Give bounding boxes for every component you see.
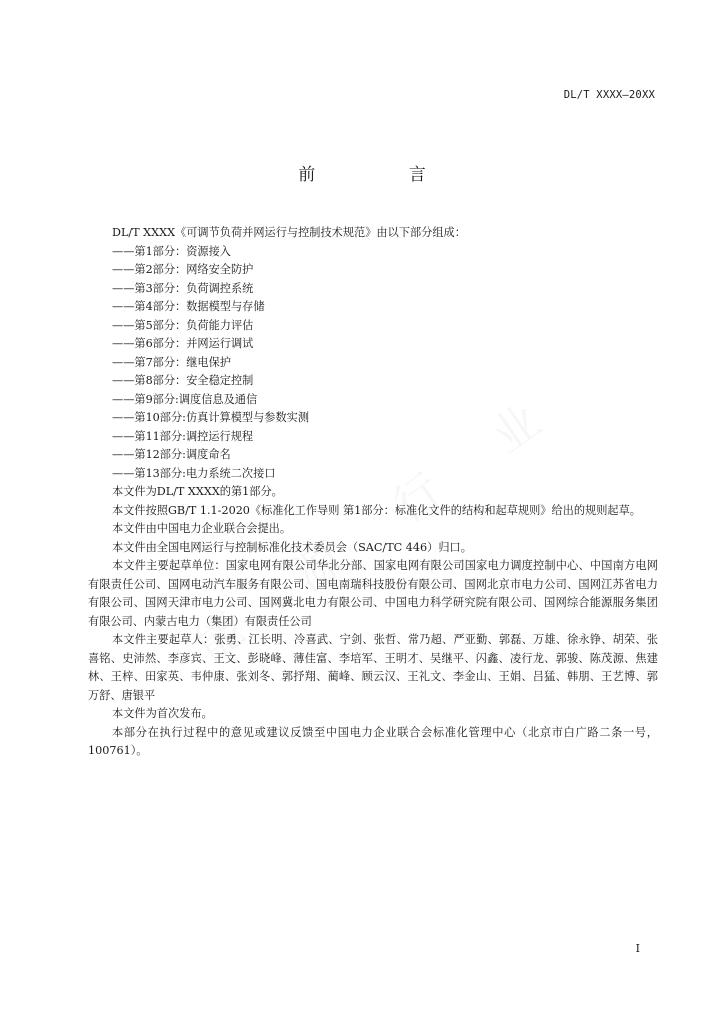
drafting-rule-paragraph: 本文件按照GB/T 1.1-2020《标准化工作导则 第1部分：标准化文件的结构和起草规则》给出的规则起草。 <box>112 503 641 517</box>
drafters-paragraph: 本文件主要起草人：张勇、江长明、冷喜武、宁剑、张哲、常乃超、严亚勤、郭磊、万雄、徐永铮、胡荣、张喜铭、史沛然、李彦宾、王文、彭晓峰、薄佳富、李培军、王明才、吴继平、闪鑫、凌行龙、郭骏、陈茂源、焦建林、王梓、田家英、韦仲康、张刘冬、郭抒翔、蔺峰、顾云汉、王礼文、李金山、王娟、吕猛、韩朋、王艺博、郭万舒、唐银平 <box>88 633 658 702</box>
section-title: 前 言 <box>298 165 470 185</box>
part-list-item: ——第6部分：并网运行调试 <box>112 337 254 350</box>
document-body <box>88 224 658 761</box>
page-number: I <box>635 942 640 955</box>
part-list-item: ——第7部分：继电保护 <box>112 355 231 369</box>
part-list-item: ——第9部分:调度信息及通信 <box>112 392 258 406</box>
part-list-item: ——第8部分：安全稳定控制 <box>112 374 254 387</box>
part-list-item: ——第5部分：负荷能力评估 <box>112 318 254 332</box>
part-list-item: ——第11部分:调控运行规程 <box>112 429 254 443</box>
drafting-units-paragraph: 本文件主要起草单位：国家电网有限公司华北分部、国家电网有限公司国家电力调度控制中心、中国南方电网有限责任公司、国网电动汽车服务有限公司、国电南瑞科技股份有限公司、国网北京市电力公司、国网江苏省电力有限公司、国网天津市电力公司、国网冀北电力有限公司、中国电力科学研究院有限公司、国网综合能源服务集团有限公司、内蒙古电力（集团）有限责任公司 <box>88 559 658 628</box>
part-list-item: ——第2部分：网络安全防护 <box>112 263 254 276</box>
part-list-item: ——第1部分：资源接入 <box>112 244 231 258</box>
document-code: DL/T XXXX—20XX <box>563 89 655 101</box>
proposed-by-paragraph: 本文件由中国电力企业联合会提出。 <box>112 522 292 535</box>
part-list-item: ——第13部分:电力系统二次接口 <box>112 466 276 480</box>
part-list-item: ——第3部分：负荷调控系统 <box>112 281 254 295</box>
part-list-item: ——第4部分：数据模型与存储 <box>112 300 265 313</box>
first-release-paragraph: 本文件为首次发布。 <box>112 707 213 720</box>
part-list-item: ——第10部分:仿真计算模型与参数实测 <box>112 411 310 424</box>
intro-line: DL/T XXXX《可调节负荷并网运行与控制技术规范》由以下部分组成： <box>112 226 466 239</box>
managed-by-paragraph: 本文件由全国电网运行与控制标准化技术委员会（SAC/TC 446）归口。 <box>112 540 472 554</box>
part-list-item: ——第12部分:调度命名 <box>112 448 231 461</box>
part-statement-paragraph: 本文件为DL/T XXXX的第1部分。 <box>112 485 283 498</box>
feedback-paragraph: 本部分在执行过程中的意见或建议反馈至中国电力企业联合会标准化管理中心（北京市白广路二条一号，100761）。 <box>88 725 658 757</box>
